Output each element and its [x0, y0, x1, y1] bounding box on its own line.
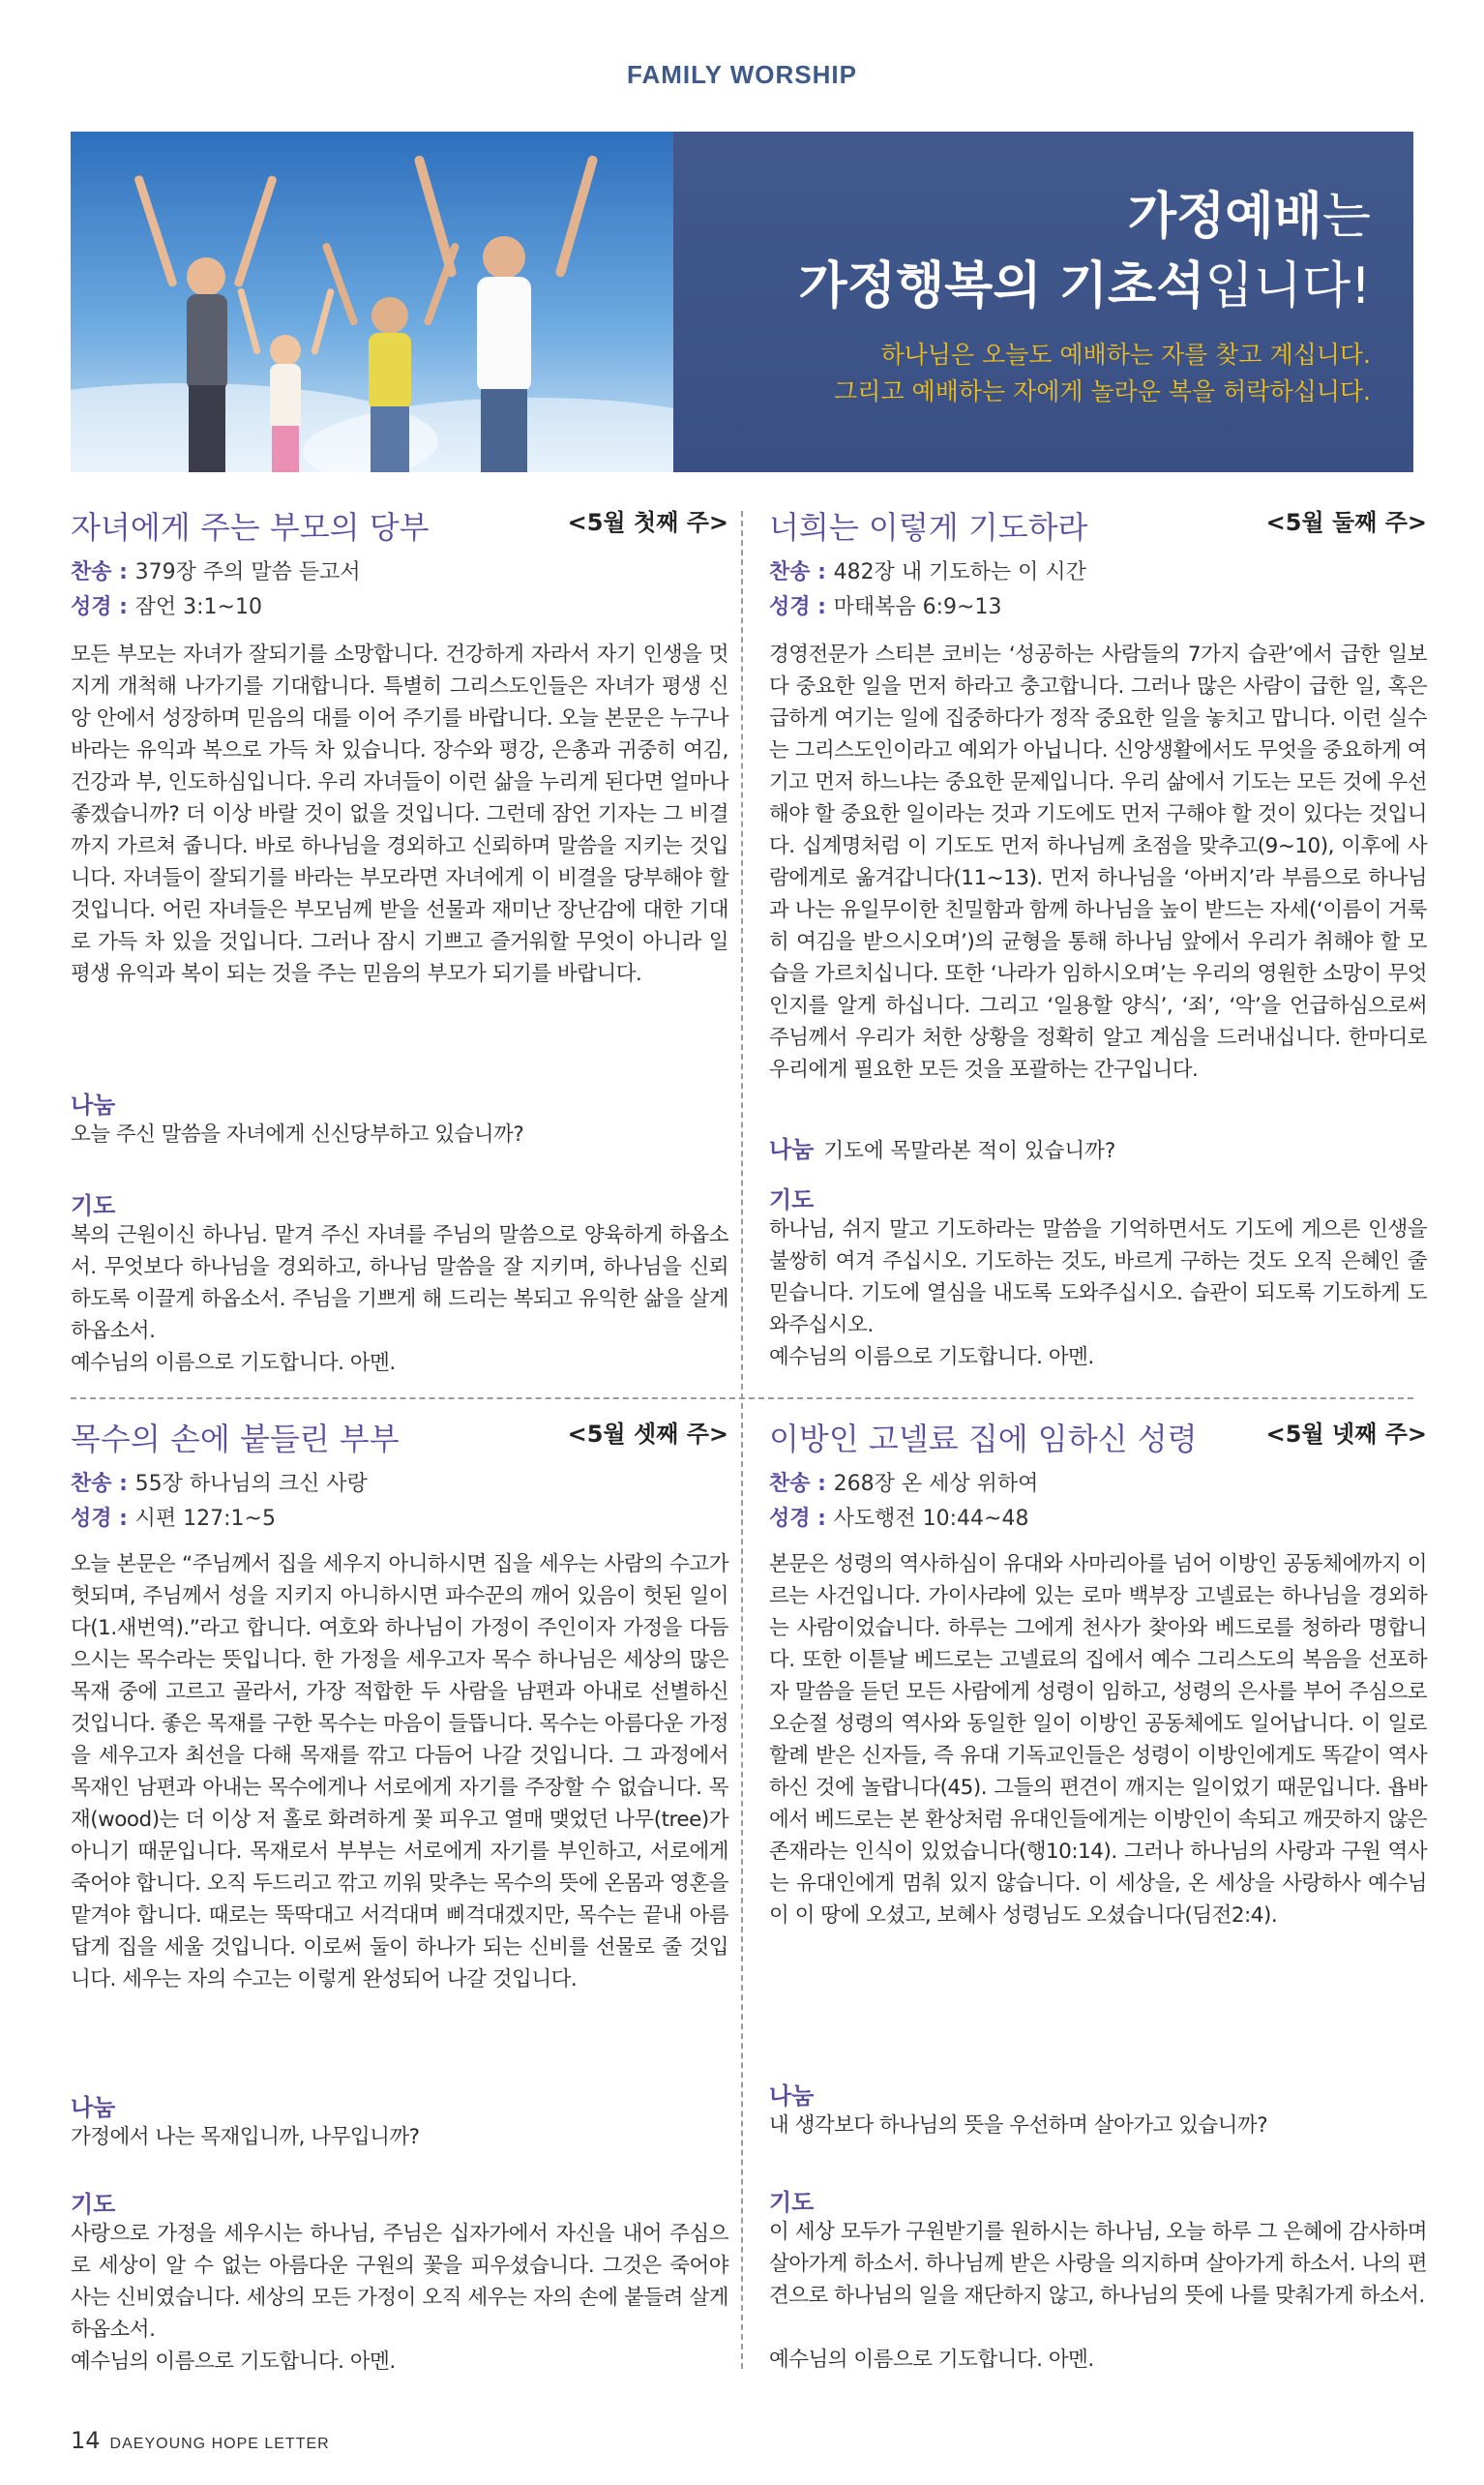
hymn-line: 찬송 : 268장 온 세상 위하여	[769, 1472, 1039, 1496]
section-week: <5월 첫째 주>	[567, 509, 728, 536]
hymn-line: 찬송 : 55장 하나님의 크신 사랑	[71, 1472, 368, 1496]
section-week: <5월 넷째 주>	[1265, 1421, 1427, 1448]
scripture-line: 성경 : 시편 127:1~5	[71, 1507, 276, 1531]
prayer-label: 기도	[769, 1186, 815, 1213]
share-label: 나눔	[71, 2094, 116, 2121]
footer-brand: DAEYOUNG HOPE LETTER	[109, 2436, 330, 2452]
prayer-label: 기도	[71, 2191, 116, 2218]
section-title: 자녀에게 주는 부모의 당부	[71, 509, 430, 546]
prayer-text: 복의 근원이신 하나님. 맡겨 주신 자녀를 주님의 말씀으로 양육하게 하옵소서. 무엇보다 하나님을 경외하고, 하나님 말씀을 잘 지키며, 하나님을 신뢰하도록 이끌게 하옵소서. 주님을 기쁘게 해 드리는 복되고 유익한 삶을 살게 하옵소서.	[71, 1223, 728, 1343]
scripture-line: 성경 : 마태복음 6:9~13	[769, 595, 1002, 619]
devotion-week-1	[71, 503, 728, 1393]
section-week: <5월 셋째 주>	[567, 1421, 728, 1448]
share-question: 내 생각보다 하나님의 뜻을 우선하며 살아가고 있습니까?	[769, 2113, 1268, 2138]
column-divider	[741, 511, 743, 2369]
prayer-text: 하나님, 쉬지 말고 기도하라는 말씀을 기억하면서도 기도에 게으른 인생을 불쌍히 여겨 주십시오. 기도하는 것도, 바르게 구하는 것도 오직 은혜인 줄 믿습니다. 기도에 열심을 내도록 도와주십시오. 습관이 되도록 기도하게 도와주십시오.	[769, 1217, 1427, 1337]
devotion-week-2	[769, 503, 1427, 1393]
prayer-text: 이 세상 모두가 구원받기를 원하시는 하나님, 오늘 하루 그 은혜에 감사하며 살아가게 하소서. 하나님께 받은 사랑을 의지하며 살아가게 하소서. 나의 편견으로 하나님의 일을 재단하지 않고, 하나님의 뜻에 나를 맞춰가게 하소서.	[769, 2220, 1427, 2308]
section-title: 이방인 고넬료 집에 임하신 성령	[769, 1421, 1198, 1457]
share-label: 나눔	[71, 1092, 116, 1119]
hymn-line: 찬송 : 379장 주의 말씀 듣고서	[71, 560, 361, 584]
prayer-label: 기도	[769, 2189, 815, 2216]
section-body: 경영전문가 스티븐 코비는 ‘성공하는 사람들의 7가지 습관’에서 급한 일보다 중요한 일을 먼저 하라고 충고합니다. 그러나 많은 사람이 급한 일, 혹은 급하게 여기는 일에 집중하다가 정작 중요한 일을 놓치고 맙니다. 이런 실수는 그리스도인이라고 예외가 아닙니다. 신앙생활에서도 무엇을 중요하게 여기고 먼저 하느냐는 중요한 문제입니다. 우리 삶에서 기도는 모든 것에 우선해야 할 중요한 일이라는 것과 기도에도 먼저 구해야 할 것이 있다는 것입니다. 십계명처럼 이 기도도 먼저 하나님께 초점을 맞추고(9~10), 이후에 사람에게로 옮겨갑니다(11~13). 먼저 하나님을 ‘아버지’라 부름으로 하나님과 나는 유일무이한 친밀함과 함께 하나님을 높이 받드는 자세(‘이름이 거룩히 여김을 받으시오며’)의 균형을 통해 하나님 앞에서 우리가 취해야 할 모습을 가르치십니다. 또한 ‘나라가 임하시오며’는 우리의 영원한 소망이 무엇인지를 알게 하십니다. 그리고 ‘일용할 양식’, ‘죄’, ‘악’을 언급하심으로써 주님께서 우리가 처한 상황을 정확히 알고 계심을 드러내십니다. 한마디로 우리에게 필요한 모든 것을 포괄하는 간구입니다.	[769, 643, 1427, 1082]
scripture-line: 성경 : 사도행전 10:44~48	[769, 1507, 1029, 1531]
prayer-label: 기도	[71, 1192, 116, 1219]
section-body: 모든 부모는 자녀가 잘되기를 소망합니다. 건강하게 자라서 자기 인생을 멋지게 개척해 나가기를 기대합니다. 특별히 그리스도인들은 자녀가 평생 신앙 안에서 성장하며 믿음의 대를 이어 주기를 바랍니다. 오늘 본문은 누구나 바라는 유익과 복으로 가득 차 있습니다. 장수와 평강, 은총과 귀중히 여김, 건강과 부, 인도하심입니다. 우리 자녀들이 이런 삶을 누리게 된다면 얼마나 좋겠습니까? 더 이상 바랄 것이 없을 것입니다. 그런데 잠언 기자는 그 비결까지 가르쳐 줍니다. 바로 하나님을 경외하고 신뢰하며 말씀을 지키는 것입니다. 자녀들이 잘되기를 바라는 부모라면 자녀에게 이 비결을 당부해야 할 것입니다. 어린 자녀들은 부모님께 받을 선물과 재미난 장난감에 대한 기대로 가득 차 있을 것입니다. 그러나 잠시 기쁘고 즐거워할 무엇이 아니라 일평생 유익과 복이 되는 것을 주는 믿음의 부모가 되기를 바랍니다.	[71, 643, 728, 986]
devotion-week-3	[71, 1415, 728, 2392]
section-title: 너희는 이렇게 기도하라	[769, 509, 1088, 546]
share-question: 가정에서 나는 목재입니까, 나무입니까?	[71, 2125, 420, 2149]
share-label: 나눔 기도에 목말라본 적이 있습니까?	[769, 1136, 1116, 1163]
page-number: 14	[71, 2427, 101, 2454]
hymn-line: 찬송 : 482장 내 기도하는 이 시간	[769, 560, 1086, 584]
prayer-amen: 예수님의 이름으로 기도합니다. 아멘.	[769, 2348, 1094, 2372]
section-header-label: FAMILY WORSHIP	[627, 60, 857, 89]
share-label: 나눔	[769, 2082, 815, 2110]
prayer-amen: 예수님의 이름으로 기도합니다. 아멘.	[71, 2350, 396, 2374]
section-title: 목수의 손에 붙들린 부부	[71, 1421, 400, 1457]
prayer-text: 사랑으로 가정을 세우시는 하나님, 주님은 십자가에서 자신을 내어 주심으로 세상이 알 수 없는 아름다운 구원의 꽃을 피우셨습니다. 그것은 죽어야 사는 신비였습니다. 세상의 모든 가정이 오직 세우는 자의 손에 붙들려 살게 하옵소서.	[71, 2222, 728, 2342]
share-question: 오늘 주신 말씀을 자녀에게 신신당부하고 있습니까?	[71, 1123, 524, 1147]
share-question: 기도에 목말라본 적이 있습니까?	[823, 1139, 1116, 1163]
hero-title: 가정예배는 가정행복의 기초석입니다!	[798, 188, 1371, 315]
prayer-amen: 예수님의 이름으로 기도합니다. 아멘.	[769, 1345, 1094, 1369]
hero-subtitle: 하나님은 오늘도 예배하는 자를 찾고 계십니다. 그리고 예배하는 자에게 놀라운 복을 허락하십니다.	[834, 341, 1371, 405]
family-praise-photo	[71, 132, 673, 472]
section-body: 오늘 본문은 “주님께서 집을 세우지 아니하시면 집을 세우는 사람의 수고가 헛되며, 주님께서 성을 지키지 아니하시면 파수꾼의 깨어 있음이 헛된 일이다(1.새번역).”라고 합니다. 여호와 하나님이 가정이 주인이자 가정을 다듬으시는 목수라는 뜻입니다. 한 가정을 세우고자 목수 하나님은 세상의 많은 목재 중에 고르고 골라서, 가장 적합한 두 사람을 남편과 아내로 선별하신 것입니다. 좋은 목재를 구한 목수는 마음이 들뜹니다. 목수는 아름다운 가정을 세우고자 최선을 다해 목재를 깎고 다듬어 나갈 것입니다. 그 과정에서 목재인 남편과 아내는 목수에게나 서로에게 자기를 주장할 수 없습니다. 목재(wood)는 더 이상 저 홀로 화려하게 꽃 피우고 열매 맺었던 나무(tree)가 아니기 때문입니다. 목재로서 부부는 서로에게 자기를 부인하고, 서로에게 죽어야 합니다. 오직 두드리고 깎고 끼워 맞추는 목수의 뜻에 온몸과 영혼을 맡겨야 합니다. 때로는 뚝딱대고 서걱대며 삐걱대겠지만, 목수는 끝내 아름답게 집을 세울 것입니다. 이로써 둘이 하나가 되는 신비를 선물로 줄 것입니다. 세우는 자의 수고는 이렇게 완성되어 나갈 것입니다.	[71, 1552, 728, 1991]
section-body: 본문은 성령의 역사하심이 유대와 사마리아를 넘어 이방인 공동체에까지 이르는 사건입니다. 가이사랴에 있는 로마 백부장 고넬료는 하나님을 경외하는 사람이었습니다. 하루는 그에게 천사가 찾아와 베드로를 청하라 명합니다. 또한 이튿날 베드로는 고넬료의 집에서 예수 그리스도의 복음을 선포하자 말씀을 듣던 모든 사람에게 성령이 임하고, 성령의 은사를 부어 주심으로 오순절 성령의 역사와 동일한 일이 이방인 공동체에도 일어납니다. 이 일로 할례 받은 신자들, 즉 유대 기독교인들은 성령이 이방인에게도 똑같이 역사하신 것에 놀랍니다(45). 그들의 편견이 깨지는 일이었기 때문입니다. 욥바에서 베드로는 본 환상처럼 유대인들에게는 이방인이 속되고 깨끗하지 않은 존재라는 인식이 있었습니다(행10:14). 그러나 하나님의 사랑과 구원 역사는 유대인에게 멈춰 있지 않습니다. 이 세상을, 온 세상을 사랑하사 예수님이 이 땅에 오셨고, 보혜사 성령님도 오셨습니다(딤전2:4).	[769, 1552, 1427, 1928]
scripture-line: 성경 : 잠언 3:1~10	[71, 595, 262, 619]
row-divider	[71, 1397, 1413, 1399]
hero-banner	[71, 132, 1413, 472]
prayer-amen: 예수님의 이름으로 기도합니다. 아멘.	[71, 1351, 396, 1375]
hero-text-panel	[673, 132, 1413, 472]
section-week: <5월 둘째 주>	[1265, 509, 1427, 536]
devotion-week-4	[769, 1415, 1427, 2392]
page-footer	[71, 2427, 330, 2454]
